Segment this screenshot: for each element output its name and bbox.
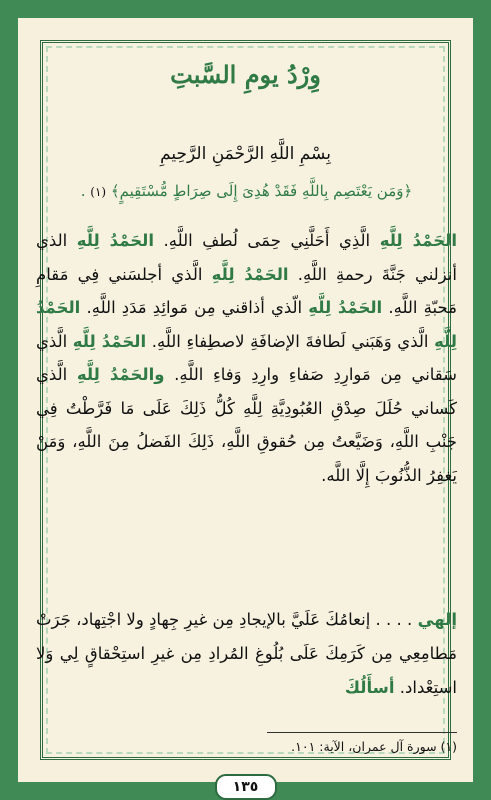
praise-phrase: الحَمْدُ لِلَّهِ bbox=[308, 298, 383, 317]
basmala: بِسْمِ اللَّهِ الرَّحْمَنِ الرَّحِيمِ bbox=[160, 144, 331, 164]
praise-text: الَّذي وَهَبَني لَطافةَ الإضافَةِ لاصطِفاءِ اللَّهِ. bbox=[146, 331, 435, 351]
page-number: ١٣٥ bbox=[215, 774, 277, 800]
page-content bbox=[26, 26, 465, 795]
praise-phrase: الحَمْدُ لِلَّهِ bbox=[211, 264, 289, 284]
praise-phrase: الحَمْدُ لِلَّهِ bbox=[76, 231, 155, 250]
praise-text: الَّذي سَقاني مِن مَوارِدِ صَفاءِ وارِدِ وَفاءِ اللَّهِ. bbox=[36, 331, 457, 384]
praise-phrase: الحَمْدُ لِلَّهِ bbox=[72, 331, 147, 351]
footnote: (١) سورة آل عمران، الآية: ١٠١. bbox=[291, 739, 457, 754]
praise-text: الّذي أذاقني مِن مَوائِدِ مَدَدِ اللَّهِ. bbox=[80, 298, 309, 317]
praise-phrase: والحَمْدُ لِلَّهِ bbox=[76, 365, 165, 384]
supplication-paragraph bbox=[36, 603, 457, 705]
praise-text: الَّذي كَساني حُلَلَ صِدْقِ العُبُودِيَّةِ لِلَّهِ كُلُّ ذَلِكَ عَلَى مَا فَرَّطْتُ فِي جَنْبِ اللَّهِ، وَضَيَّعتُ مِن حُقوقِ اللَّهِ، ذَلِكَ الفَضلُ مِنَ اللَّهِ، وَمَنْ يَغفِرُ الذُّنُوبَ إِلَّا اللَّه. bbox=[36, 365, 457, 485]
supplication-text: . . . . إنعامُكَ عَلَيَّ بالإيجادِ مِن غيرِ جِهادٍ ولا اجْتِهاد، جَرَتْ مَطامِعِي مِن كَرَمِكَ عَلَى بُلُوغِ المُرادِ مِن غيرِ استِحْقاقٍ لِي وَلا استِعْداد. bbox=[36, 610, 457, 697]
page-title: وِرْدُ يومِ السَّبتِ bbox=[170, 60, 321, 89]
praise-phrase: الحَمْدُ لِلَّهِ bbox=[36, 298, 457, 351]
quran-verse bbox=[36, 182, 457, 200]
footnote-divider bbox=[267, 732, 457, 733]
verse-end: . bbox=[80, 182, 86, 200]
praise-text: الَّذِي أَحَلَّنِي حِمَى لُطفِ اللَّهِ. bbox=[154, 231, 380, 250]
praise-text: الذي أنزلني جَنَّةَ رحمةِ اللَّهِ. bbox=[36, 231, 457, 284]
footnote-marker: (١) bbox=[90, 185, 107, 199]
supplication-phrase: أسأَلُكَ bbox=[344, 678, 395, 697]
praise-text: الَّذي أجلسَني فِي مَقامِ مَحبّةِ اللَّهِ. bbox=[36, 264, 457, 317]
praise-phrase: الحَمْدُ لِلَّهِ bbox=[379, 231, 457, 250]
praise-paragraph bbox=[36, 224, 457, 492]
verse-text: ﴿وَمَن يَعْتَصِم بِاللَّهِ فَقَدْ هُدِىَ إِلَى صِرَاطٍ مُّسْتَقِيمٍ﴾ bbox=[110, 182, 413, 200]
supplication-heading: إلهي bbox=[417, 610, 457, 629]
